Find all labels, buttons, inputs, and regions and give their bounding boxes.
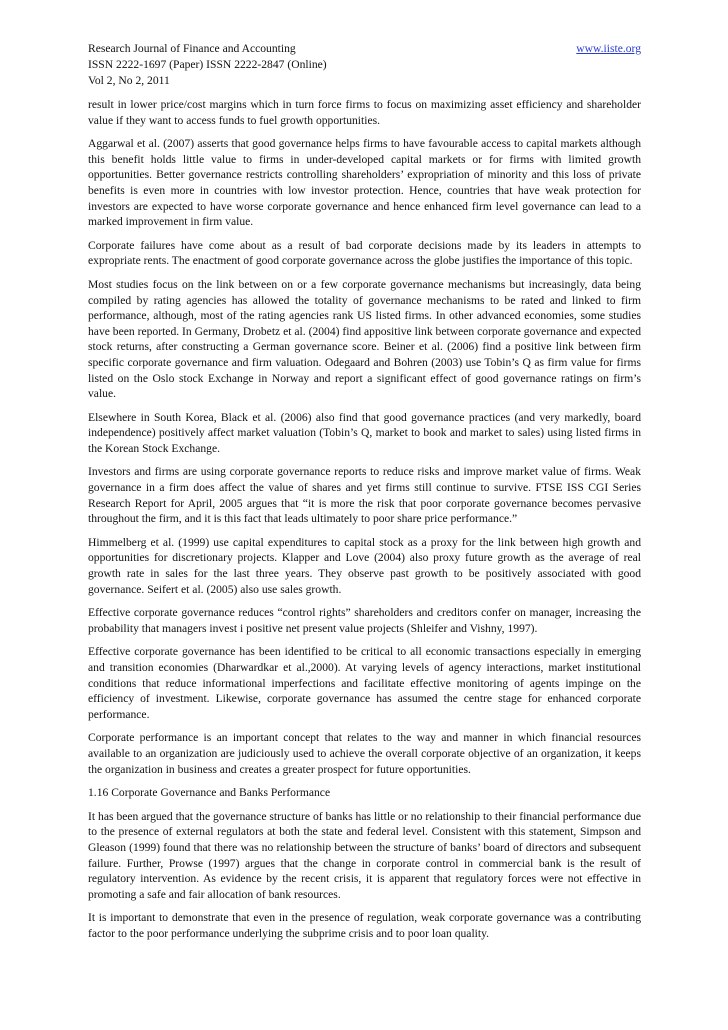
journal-title: Research Journal of Finance and Accounting bbox=[88, 42, 296, 55]
journal-website-link[interactable]: www.iiste.org bbox=[576, 42, 641, 55]
paragraph: Investors and firms are using corporate governance reports to reduce risks and improve market value of firms. Weak governance in a firm does affect the value of shares and yet firms still continue to survive. FTSE ISS CGI Series Research Report for April, 2005 argues that “it is more the risk that poor corporate governance becomes pervasive throughout the firm, and it is this fact that leads ultimately to poor share price performance.” bbox=[88, 465, 641, 526]
issn-line: ISSN 2222-1697 (Paper) ISSN 2222-2847 (Online) bbox=[88, 58, 327, 71]
section-heading: 1.16 Corporate Governance and Banks Performance bbox=[88, 786, 331, 800]
paragraph: Effective corporate governance reduces “control rights” shareholders and creditors confer on manager, increasing the probability that managers invest i positive net present value projects (Shleifer and Vishny, 1997). bbox=[88, 606, 641, 635]
paragraph: Aggarwal et al. (2007) asserts that good governance helps firms to have favourable access to capital markets although this benefit holds little value to firms in under-developed capital markets or for firms with limited growth opportunities. Better governance restricts controlling shareholders’ expropriation of minority and this loss of private benefits is even more in countries with low investor protection. Hence, countries that have weak protection for investors are expected to have worse corporate governance and hence enhanced firm level governance can lead to a marked improvement in firm value. bbox=[88, 137, 641, 229]
document-page bbox=[88, 41, 641, 950]
paragraph: Corporate failures have come about as a result of bad corporate decisions made by its leaders in attempts to expropriate rents. The enactment of good corporate governance across the globe justifies the importance of this topic. bbox=[88, 238, 641, 268]
paragraph: Elsewhere in South Korea, Black et al. (2006) also find that good governance practices (and very markedly, board independence) positively affect market valuation (Tobin’s Q, market to book and market to sales) using listed firms in the Korean Stock Exchange. bbox=[88, 410, 641, 455]
article-body bbox=[88, 97, 641, 942]
paragraph: Most studies focus on the link between on or a few corporate governance mechanisms but increasingly, data being compiled by rating agencies has allowed the totality of governance mechanisms to be rated and linked to firm performance, although, most of the rating agencies rank US listed firms. In other advanced economies, some studies have been reported. In Germany, Drobetz et al. (2004) find appositive link between corporate governance and expected stock returns, after constructing a German governance score. Beiner et al. (2006) find a positive link between firm specific corporate governance and firm valuation. Odegaard and Bohren (2003) use Tobin’s Q as firm value for firms listed on the Oslo stock Exchange in Norway and report a significant effect of good governance ratings on firm’s value. bbox=[88, 277, 641, 401]
paragraph: It has been argued that the governance structure of banks has little or no relationship to their financial performance due to the presence of external regulators at both the state and federal level. Consistent with this statement, Simpson and Gleason (1999) found that there was no relationship between the structure of banks’ board of directors and subsequent failure. Further, Prowse (1997) argues that the change in corporate control in commercial bank is the result of regulatory intervention. As evidence by the recent crisis, it is apparent that regulatory forces were not effective in promoting a safe and fair allocation of bank resources. bbox=[88, 809, 641, 901]
paragraph: Himmelberg et al. (1999) use capital expenditures to capital stock as a proxy for the link between high growth and opportunities for discretionary projects. Klapper and Love (2004) also proxy future growth as the average of real growth rate in sales for the last three years. They observe past growth to be positively associated with good governance. Seifert et al. (2005) also use sales growth. bbox=[88, 535, 641, 596]
journal-header bbox=[88, 41, 641, 89]
paragraph: Corporate performance is an important concept that relates to the way and manner in which financial resources available to an organization are judiciously used to achieve the overall corporate objective of an organization, it keeps the organization in business and creates a greater prospect for future opportunities. bbox=[88, 731, 641, 776]
paragraph: It is important to demonstrate that even in the presence of regulation, weak corporate governance was a contributing factor to the poor performance underlying the subprime crisis and to poor loan quality. bbox=[88, 911, 641, 940]
paragraph: result in lower price/cost margins which in turn force firms to focus on maximizing asset efficiency and shareholder value if they want to access funds to fuel growth opportunities. bbox=[88, 98, 641, 127]
paragraph: Effective corporate governance has been identified to be critical to all economic transactions especially in emerging and transition economies (Dharwardkar et al.,2000). At varying levels of agency interactions, market institutional conditions that reduce informational imperfections and facilitate effective monitoring of agents impinge on the efficiency of investment. Likewise, corporate governance has assumed the centre stage for enhanced corporate performance. bbox=[88, 645, 641, 721]
volume-line: Vol 2, No 2, 2011 bbox=[88, 74, 170, 87]
